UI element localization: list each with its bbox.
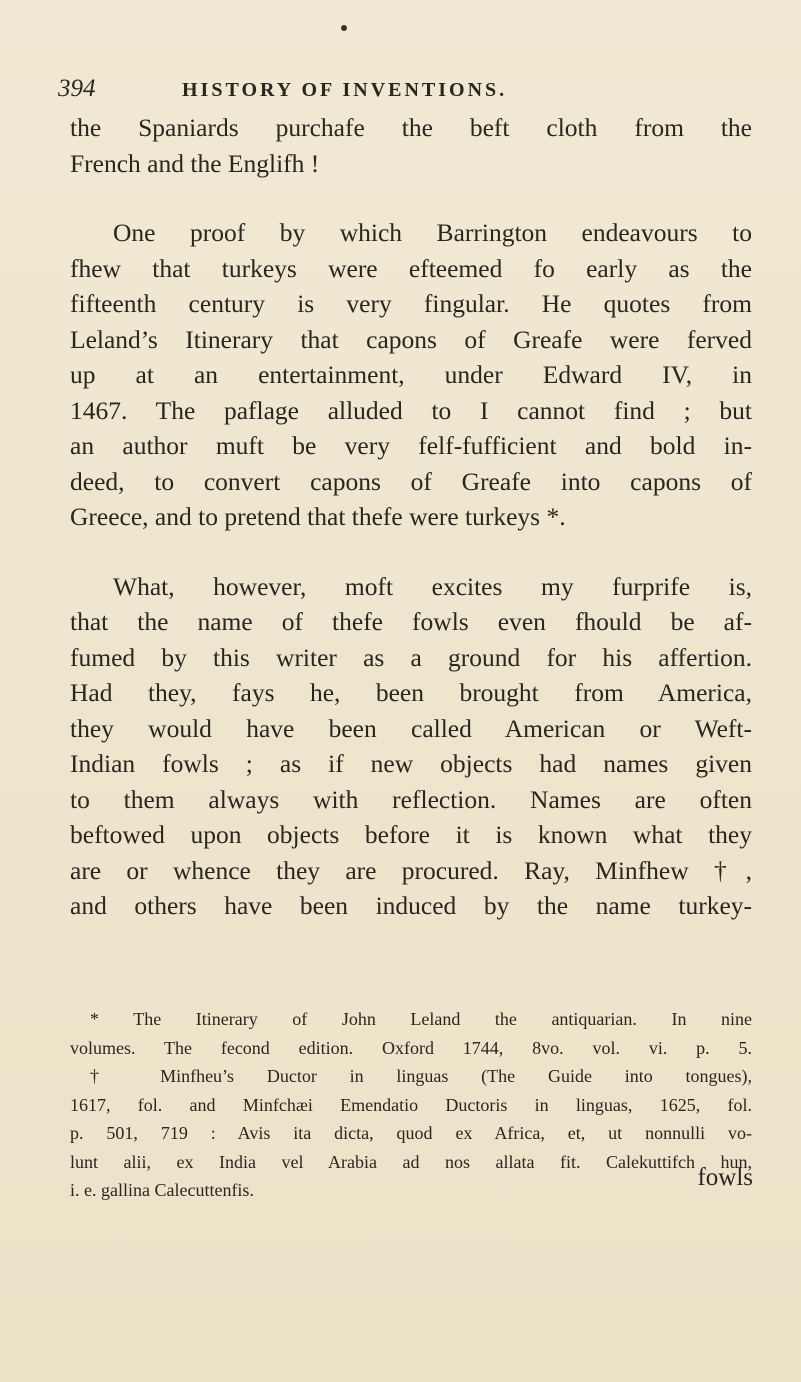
text-line: Greece, and to pretend that thefe were turkeys *. [70, 502, 566, 531]
text-line: fifteenth century is very fingular. He quotes from [70, 289, 752, 318]
text-line: an author muft be very felf-fufficient and bold in- [70, 431, 752, 460]
text-line: are or whence they are procured. Ray, Minfhew †, [70, 855, 752, 885]
footnote-line: volumes. The fecond edition. Oxford 1744, 8vo. vol. vi. p. 5. [70, 1037, 752, 1058]
running-head: HISTORY OF INVENTIONS. [182, 79, 508, 101]
text-line: 1467. The paflage alluded to I cannot find ; but [70, 395, 752, 425]
text-line: fhew that turkeys were efteemed fo early as the [70, 253, 752, 283]
text-line: One proof by which Barrington endeavours to [113, 218, 752, 247]
text-line: beftowed upon objects before it is known what they [70, 820, 752, 849]
ink-dot [341, 25, 347, 31]
text-line: Had they, fays he, been brought from America, [70, 678, 752, 707]
footnote-line: i. e. gallina Calecuttenfis. [70, 1180, 254, 1200]
text-line: they would have been called American or Weft- [70, 713, 752, 743]
body-text [70, 110, 752, 924]
text-line: What, however, moft excites my furprife is, [113, 571, 752, 601]
catchword: fowls [697, 1164, 753, 1191]
text-line: up at an entertainment, under Edward IV, in [70, 360, 752, 389]
page-header [58, 74, 758, 106]
text-line: fumed by this writer as a ground for his affertion. [70, 642, 752, 672]
footnote-line: 1617, fol. and Minfchæi Emendatio Ductoris in linguas, 1625, fol. [70, 1094, 752, 1115]
footnote-line: p. 501, 719 : Avis ita dicta, quod ex Africa, et, ut nonnulli vo- [70, 1123, 752, 1143]
footnotes [70, 1005, 752, 1205]
page-number: 394 [58, 75, 96, 102]
footnote-line: † Minfheu’s Ductor in linguas (The Guide into tongues), [90, 1066, 752, 1086]
text-line: and others have been induced by the name turkey- [70, 891, 752, 920]
text-line: Indian fowls ; as if new objects had names given [70, 749, 752, 778]
text-line: the Spaniards purchafe the beft cloth from the [70, 113, 752, 142]
footnote-line: lunt alii, ex India vel Arabia ad nos allata fit. Calekuttifch hun, [70, 1151, 752, 1172]
text-line: deed, to convert capons of Greafe into capons of [70, 466, 752, 496]
footnote-line: * The Itinerary of John Leland the antiquarian. In nine [90, 1009, 752, 1029]
text-line: to them always with reflection. Names are often [70, 784, 752, 814]
text-line: French and the Englifh ! [70, 148, 320, 178]
text-line: that the name of thefe fowls even fhould be af- [70, 607, 752, 636]
text-line: Leland’s Itinerary that capons of Greafe were ferved [70, 324, 752, 354]
